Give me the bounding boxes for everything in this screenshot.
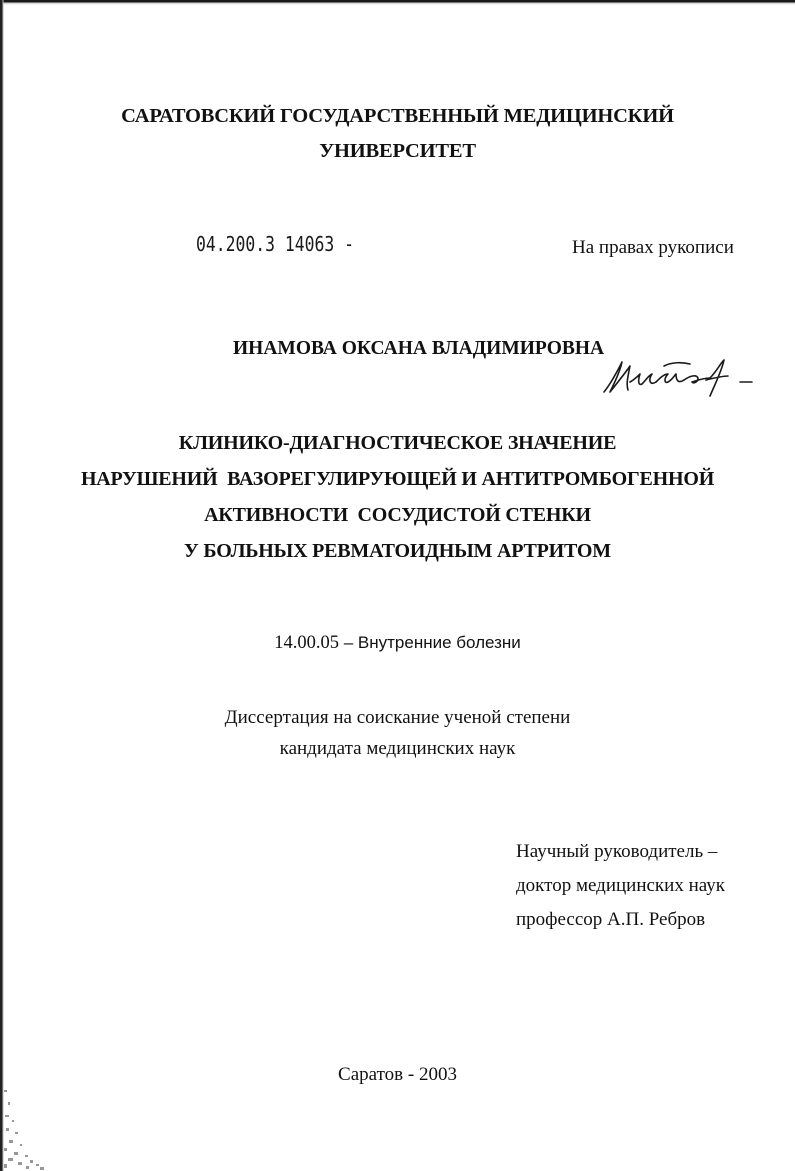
author-name: ИНАМОВА ОКСАНА ВЛАДИМИРОВНА: [233, 338, 605, 359]
university-name-line2: УНИВЕРСИТЕТ: [319, 140, 476, 162]
specialty-code: 14.00.05: [274, 633, 339, 653]
scan-left-edge: [0, 0, 4, 1171]
specialty-separator: –: [338, 633, 358, 652]
title-line: АКТИВНОСТИ СОСУДИСТОЙ СТЕНКИ: [204, 504, 591, 526]
scientific-supervisor: [516, 835, 725, 937]
supervisor-line2: доктор медицинских наук: [516, 875, 725, 896]
handwritten-signature: [598, 352, 758, 402]
specialty: [0, 633, 795, 654]
specialty-name: Внутренние болезни: [357, 633, 521, 652]
supervisor-line3: профессор А.П. Ребров: [516, 909, 706, 930]
university-name: [0, 99, 795, 169]
title-line: КЛИНИКО-ДИАГНОСТИЧЕСКОЕ ЗНАЧЕНИЕ: [178, 432, 617, 454]
degree-line1: Диссертация на соискание ученой степени: [224, 707, 571, 728]
supervisor-line1: Научный руководитель –: [516, 841, 718, 862]
scan-top-edge: [0, 0, 795, 5]
title-line: НАРУШЕНИЙ ВАЗОРЕГУЛИРУЮЩЕЙ И АНТИТРОМБОГЕННОЙ: [80, 468, 715, 490]
degree-line2: кандидата медицинских наук: [279, 738, 516, 759]
manuscript-rights-note: На правах рукописи: [572, 237, 734, 258]
university-name-line1: САРАТОВСКИЙ ГОСУДАРСТВЕННЫЙ МЕДИЦИНСКИЙ: [121, 105, 674, 127]
title-line: У БОЛЬНЫХ РЕВМАТОИДНЫМ АРТРИТОМ: [184, 540, 611, 562]
dissertation-degree: [0, 702, 795, 764]
place-year: Саратов - 2003: [338, 1064, 457, 1085]
registration-stamp: 04.200.3 14063 -: [196, 232, 354, 256]
dissertation-title: [0, 425, 795, 569]
